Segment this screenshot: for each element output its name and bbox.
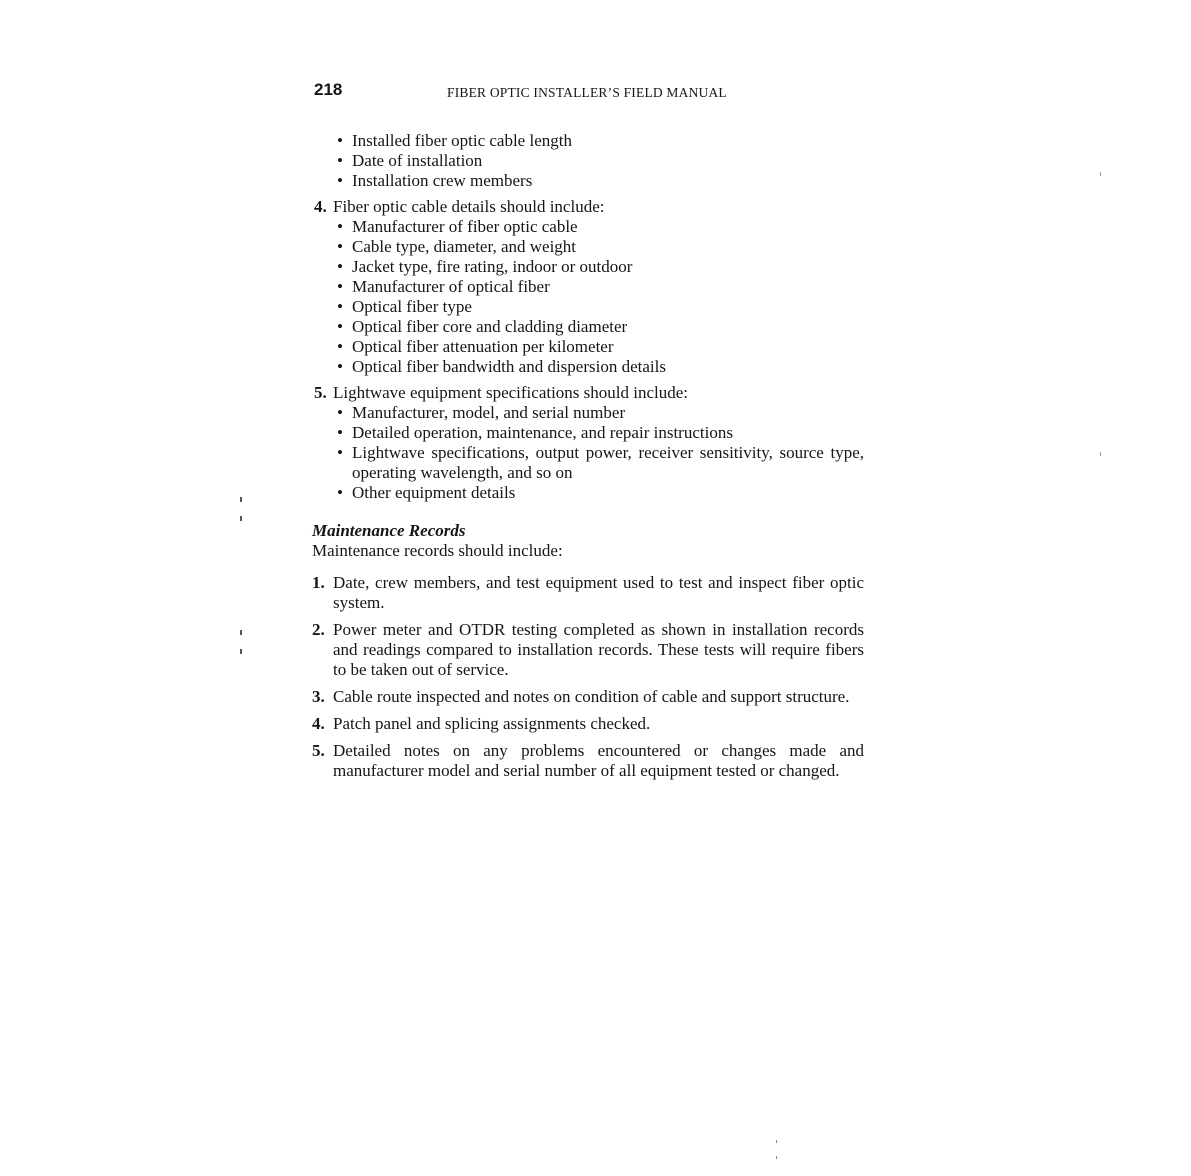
scan-speck — [1100, 172, 1101, 176]
list-item: • Optical fiber bandwidth and dispersion details — [337, 357, 666, 376]
list-item: • Detailed operation, maintenance, and repair instructions — [337, 423, 733, 442]
item-number: 2. — [312, 620, 325, 639]
maintenance-item-5 — [312, 741, 864, 781]
item-number: 5. — [314, 383, 327, 402]
list-item: • Jacket type, fire rating, indoor or outdoor — [337, 257, 633, 276]
page-number: 218 — [314, 80, 343, 99]
bullet-icon: • — [337, 317, 343, 336]
bullet-icon: • — [337, 237, 343, 256]
scan-speck — [240, 630, 242, 635]
item-text: Power meter and OTDR testing completed as shown in installation records and readings compared to installation records. These tests will require fibers to be taken out of service. — [333, 620, 864, 679]
item-number: 1. — [312, 573, 325, 592]
bullet-icon: • — [337, 337, 343, 356]
bullet-icon: • — [337, 131, 343, 150]
bullet-icon: • — [337, 171, 343, 190]
bullet-icon: • — [337, 217, 343, 236]
item-text: Patch panel and splicing assignments checked. — [333, 714, 651, 733]
scan-speck — [776, 1140, 777, 1143]
section-heading: Maintenance Records — [312, 521, 466, 540]
list-item: • Other equipment details — [337, 483, 516, 502]
list-item: • Cable type, diameter, and weight — [337, 237, 577, 256]
maintenance-item-4 — [312, 714, 864, 734]
continued-bullet-list — [312, 131, 864, 191]
equipment-specs-list — [312, 403, 864, 503]
list-item: • Optical fiber core and cladding diameter — [337, 317, 628, 336]
numbered-item-4 — [312, 197, 864, 217]
bullet-icon: • — [337, 297, 343, 316]
list-item: • Optical fiber type — [337, 297, 472, 316]
body-text — [312, 131, 864, 788]
item-text: Fiber optic cable details should include: — [333, 197, 605, 216]
section-intro: Maintenance records should include: — [312, 541, 563, 560]
bullet-icon: • — [337, 443, 343, 462]
item-number: 5. — [312, 741, 325, 760]
scan-speck — [240, 649, 242, 654]
bullet-icon: • — [337, 151, 343, 170]
list-item: • Installed fiber optic cable length — [337, 131, 572, 150]
list-item: • Manufacturer, model, and serial number — [337, 403, 626, 422]
bullet-icon: • — [337, 277, 343, 296]
maintenance-item-2 — [312, 620, 864, 680]
maintenance-item-1 — [312, 573, 864, 613]
bullet-icon: • — [337, 483, 343, 502]
list-item: • Manufacturer of fiber optic cable — [337, 217, 578, 236]
item-number: 4. — [314, 197, 327, 216]
item-text: Lightwave equipment specifications should include: — [333, 383, 689, 402]
bullet-icon: • — [337, 357, 343, 376]
scan-speck — [240, 497, 242, 502]
list-item: • Manufacturer of optical fiber — [337, 277, 550, 296]
item-text: Cable route inspected and notes on condition of cable and support structure. — [333, 687, 850, 706]
maintenance-item-3 — [312, 687, 864, 707]
bullet-icon: • — [337, 423, 343, 442]
item-text: Date, crew members, and test equipment used to test and inspect fiber optic system. — [333, 573, 864, 612]
bullet-icon: • — [337, 403, 343, 422]
item-text: Detailed notes on any problems encountered or changes made and manufacturer model and serial number of all equipment tested or changed. — [333, 741, 864, 780]
list-item: • Optical fiber attenuation per kilometer — [337, 337, 614, 356]
book-title: FIBER OPTIC INSTALLER’S FIELD MANUAL — [447, 85, 727, 100]
list-item: • Date of installation — [337, 151, 483, 170]
item-number: 3. — [312, 687, 325, 706]
scan-speck — [240, 516, 242, 521]
numbered-item-5 — [312, 383, 864, 403]
scan-speck — [1100, 452, 1101, 456]
running-head — [314, 80, 874, 104]
list-item: • Installation crew members — [337, 171, 533, 190]
list-item: • Lightwave specifications, output power, receiver sensitivity, source type, operating wavelength, and so on — [337, 443, 864, 482]
item-number: 4. — [312, 714, 325, 733]
bullet-icon: • — [337, 257, 343, 276]
cable-details-list — [312, 217, 864, 377]
scan-speck — [776, 1156, 777, 1159]
